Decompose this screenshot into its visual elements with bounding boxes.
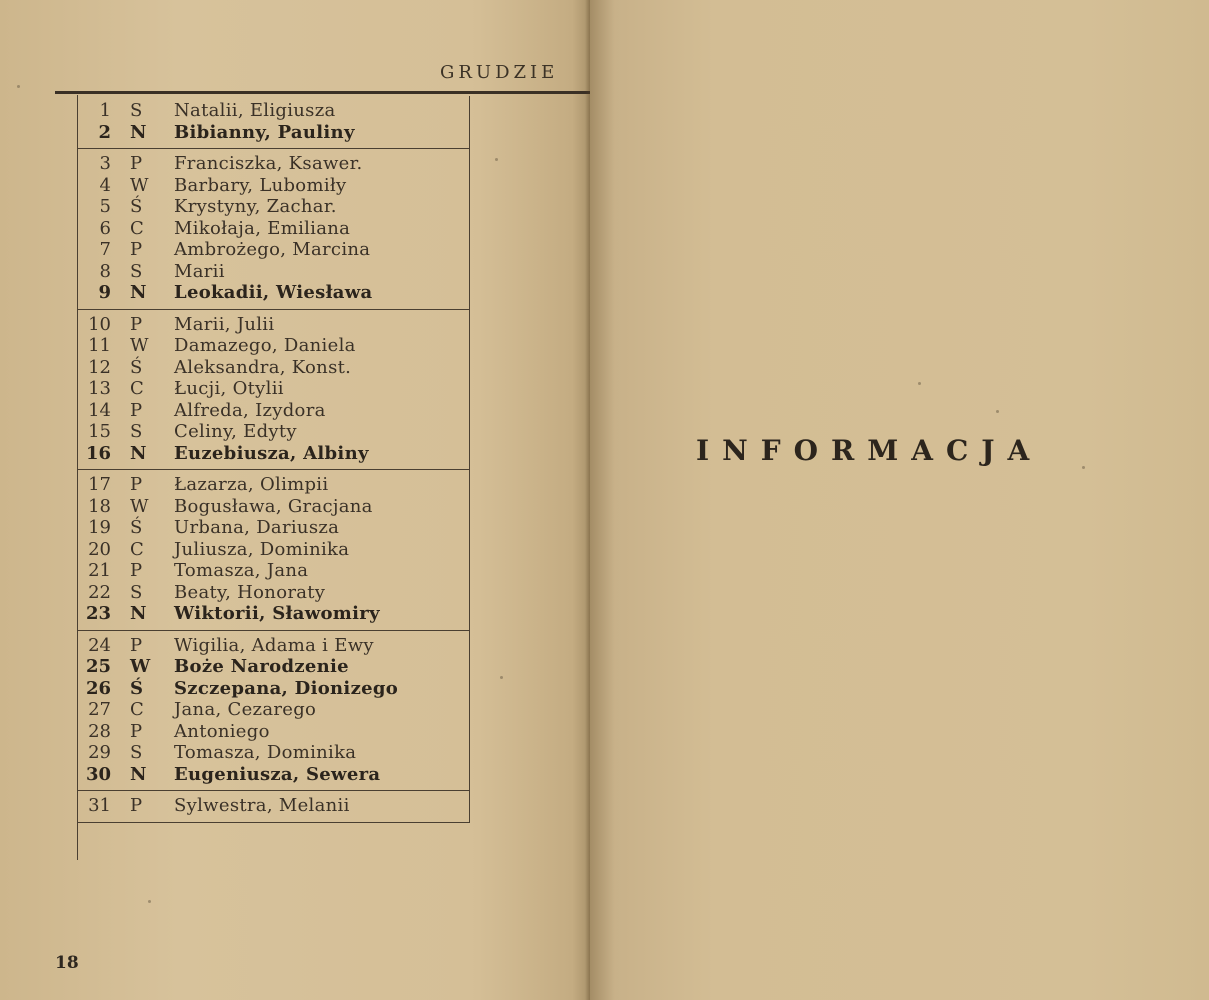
calendar-week xyxy=(78,631,470,792)
calendar-day-row xyxy=(78,678,469,700)
weekday-letter: C xyxy=(130,699,144,720)
day-number: 28 xyxy=(88,720,111,742)
name-day-names: Euzebiusza, Albiny xyxy=(174,442,369,464)
day-number: 20 xyxy=(88,538,111,560)
calendar-day-row xyxy=(78,582,469,604)
day-number: 16 xyxy=(85,442,111,464)
name-day-names: Antoniego xyxy=(174,720,270,742)
calendar-day-row xyxy=(78,721,469,743)
weekday-letter: Ś xyxy=(130,356,143,378)
name-day-names: Boże Narodzenie xyxy=(174,656,349,677)
name-day-names: Ambrożego, Marcina xyxy=(174,239,371,260)
weekday-letter: P xyxy=(130,474,143,495)
paper-speck xyxy=(148,900,151,903)
name-day-names: Franciszka, Ksawer. xyxy=(174,153,363,174)
weekday-letter: P xyxy=(130,634,143,656)
day-number: 10 xyxy=(88,313,111,335)
header-rule xyxy=(55,91,590,94)
calendar-day-row xyxy=(78,282,469,304)
name-day-names: Damazego, Daniela xyxy=(174,335,356,356)
name-day-names: Jana, Cezarego xyxy=(174,699,317,720)
calendar-day-row xyxy=(78,635,469,657)
calendar-day-row xyxy=(78,357,469,379)
calendar-day-row xyxy=(78,218,469,240)
day-number: 15 xyxy=(88,421,111,442)
day-number: 18 xyxy=(88,495,111,517)
name-day-names: Wigilia, Adama i Ewy xyxy=(174,634,374,656)
calendar-day-row xyxy=(78,517,469,539)
weekday-letter: P xyxy=(130,239,143,260)
day-number: 30 xyxy=(85,763,111,785)
name-day-names: Tomasza, Jana xyxy=(174,560,309,581)
day-number: 8 xyxy=(99,260,111,282)
calendar-day-row xyxy=(78,474,469,496)
name-day-names: Łucji, Otylii xyxy=(174,378,284,399)
weekday-letter: N xyxy=(130,603,147,624)
name-day-names: Eugeniusza, Sewera xyxy=(174,763,381,785)
paper-speck xyxy=(495,158,498,161)
name-day-names: Leokadii, Wiesława xyxy=(174,282,373,303)
weekday-letter: N xyxy=(130,121,147,143)
calendar-day-row xyxy=(78,603,469,625)
information-heading: INFORMACJA xyxy=(696,434,1043,467)
calendar-day-row xyxy=(78,122,469,144)
paper-speck xyxy=(996,410,999,413)
day-number: 3 xyxy=(99,153,111,174)
name-day-names: Aleksandra, Konst. xyxy=(174,356,352,378)
name-day-names: Urbana, Dariusza xyxy=(174,517,340,538)
paper-speck xyxy=(500,676,503,679)
day-number: 12 xyxy=(88,356,111,378)
day-number: 22 xyxy=(88,581,111,603)
weekday-letter: P xyxy=(130,399,143,421)
calendar-day-row xyxy=(78,795,469,817)
calendar-week xyxy=(78,470,470,631)
day-number: 24 xyxy=(88,634,111,656)
day-number: 9 xyxy=(98,282,111,303)
weekday-letter: Ś xyxy=(130,196,143,217)
weekday-letter: S xyxy=(130,742,143,763)
day-number: 13 xyxy=(88,378,111,399)
day-number: 21 xyxy=(88,560,111,581)
name-day-names: Marii, Julii xyxy=(174,313,275,335)
weekday-letter: W xyxy=(130,495,149,517)
day-number: 4 xyxy=(99,174,111,196)
name-day-names: Mikołaja, Emiliana xyxy=(174,217,351,239)
paper-speck xyxy=(1082,466,1085,469)
calendar-day-row xyxy=(78,378,469,400)
weekday-letter: S xyxy=(130,421,143,442)
weekday-letter: W xyxy=(130,174,149,196)
name-day-names: Wiktorii, Sławomiry xyxy=(174,603,380,624)
day-number: 27 xyxy=(88,699,111,720)
calendar-day-row xyxy=(78,742,469,764)
weekday-letter: N xyxy=(130,763,147,785)
weekday-letter: W xyxy=(130,335,149,356)
weekday-letter: Ś xyxy=(130,677,143,699)
day-number: 11 xyxy=(88,335,111,356)
name-day-names: Łazarza, Olimpii xyxy=(174,474,329,495)
name-day-names: Barbary, Lubomiły xyxy=(174,174,347,196)
month-title: GRUDZIE xyxy=(440,62,559,83)
paper-speck xyxy=(17,85,20,88)
calendar-day-row xyxy=(78,335,469,357)
weekday-letter: N xyxy=(130,442,147,464)
calendar-day-row xyxy=(78,239,469,261)
day-number: 29 xyxy=(88,742,111,763)
calendar-day-row xyxy=(78,496,469,518)
name-day-names: Bogusława, Gracjana xyxy=(174,495,373,517)
calendar-week xyxy=(78,149,470,310)
calendar-day-row xyxy=(78,560,469,582)
day-number: 2 xyxy=(98,121,111,143)
weekday-letter: C xyxy=(130,378,144,399)
weekday-letter: S xyxy=(130,260,143,282)
page-number: 18 xyxy=(55,953,79,973)
calendar-week xyxy=(78,310,470,471)
weekday-letter: W xyxy=(130,656,151,677)
day-number: 7 xyxy=(99,239,111,260)
day-number: 23 xyxy=(85,603,111,624)
weekday-letter: Ś xyxy=(130,517,143,538)
weekday-letter: P xyxy=(130,153,143,174)
calendar-week xyxy=(78,96,470,149)
calendar-day-row xyxy=(78,443,469,465)
weekday-letter: P xyxy=(130,720,143,742)
calendar-day-row xyxy=(78,261,469,283)
name-day-names: Marii xyxy=(174,260,225,282)
name-day-names: Bibianny, Pauliny xyxy=(174,121,355,143)
weekday-letter: S xyxy=(130,581,143,603)
day-number: 19 xyxy=(88,517,111,538)
day-number: 25 xyxy=(85,656,111,677)
calendar-day-row xyxy=(78,539,469,561)
day-number: 17 xyxy=(88,474,111,495)
day-number: 6 xyxy=(99,217,111,239)
name-day-names: Alfreda, Izydora xyxy=(174,399,326,421)
left-page xyxy=(0,0,590,1000)
weekday-letter: P xyxy=(130,795,143,816)
calendar-week xyxy=(78,791,470,823)
day-number: 26 xyxy=(85,677,111,699)
weekday-letter: P xyxy=(130,560,143,581)
weekday-letter: S xyxy=(130,100,143,121)
name-day-names: Tomasza, Dominika xyxy=(174,742,357,763)
calendar-table xyxy=(78,96,470,823)
calendar-day-row xyxy=(78,656,469,678)
weekday-letter: N xyxy=(130,282,147,303)
calendar-day-row xyxy=(78,764,469,786)
calendar-day-row xyxy=(78,400,469,422)
weekday-letter: P xyxy=(130,313,143,335)
name-day-names: Natalii, Eligiusza xyxy=(174,100,336,121)
calendar-day-row xyxy=(78,196,469,218)
calendar-day-row xyxy=(78,699,469,721)
calendar-day-row xyxy=(78,100,469,122)
right-page xyxy=(590,0,1209,1000)
paper-speck xyxy=(918,382,921,385)
weekday-letter: C xyxy=(130,217,144,239)
day-number: 5 xyxy=(99,196,111,217)
calendar-day-row xyxy=(78,153,469,175)
day-number: 1 xyxy=(99,100,111,121)
name-day-names: Sylwestra, Melanii xyxy=(174,795,350,816)
name-day-names: Beaty, Honoraty xyxy=(174,581,326,603)
calendar-day-row xyxy=(78,314,469,336)
name-day-names: Juliusza, Dominika xyxy=(174,538,350,560)
day-number: 31 xyxy=(88,795,111,816)
name-day-names: Celiny, Edyty xyxy=(174,421,297,442)
calendar-day-row xyxy=(78,175,469,197)
calendar-day-row xyxy=(78,421,469,443)
name-day-names: Szczepana, Dionizego xyxy=(174,677,399,699)
day-number: 14 xyxy=(88,399,111,421)
name-day-names: Krystyny, Zachar. xyxy=(174,196,337,217)
weekday-letter: C xyxy=(130,538,144,560)
